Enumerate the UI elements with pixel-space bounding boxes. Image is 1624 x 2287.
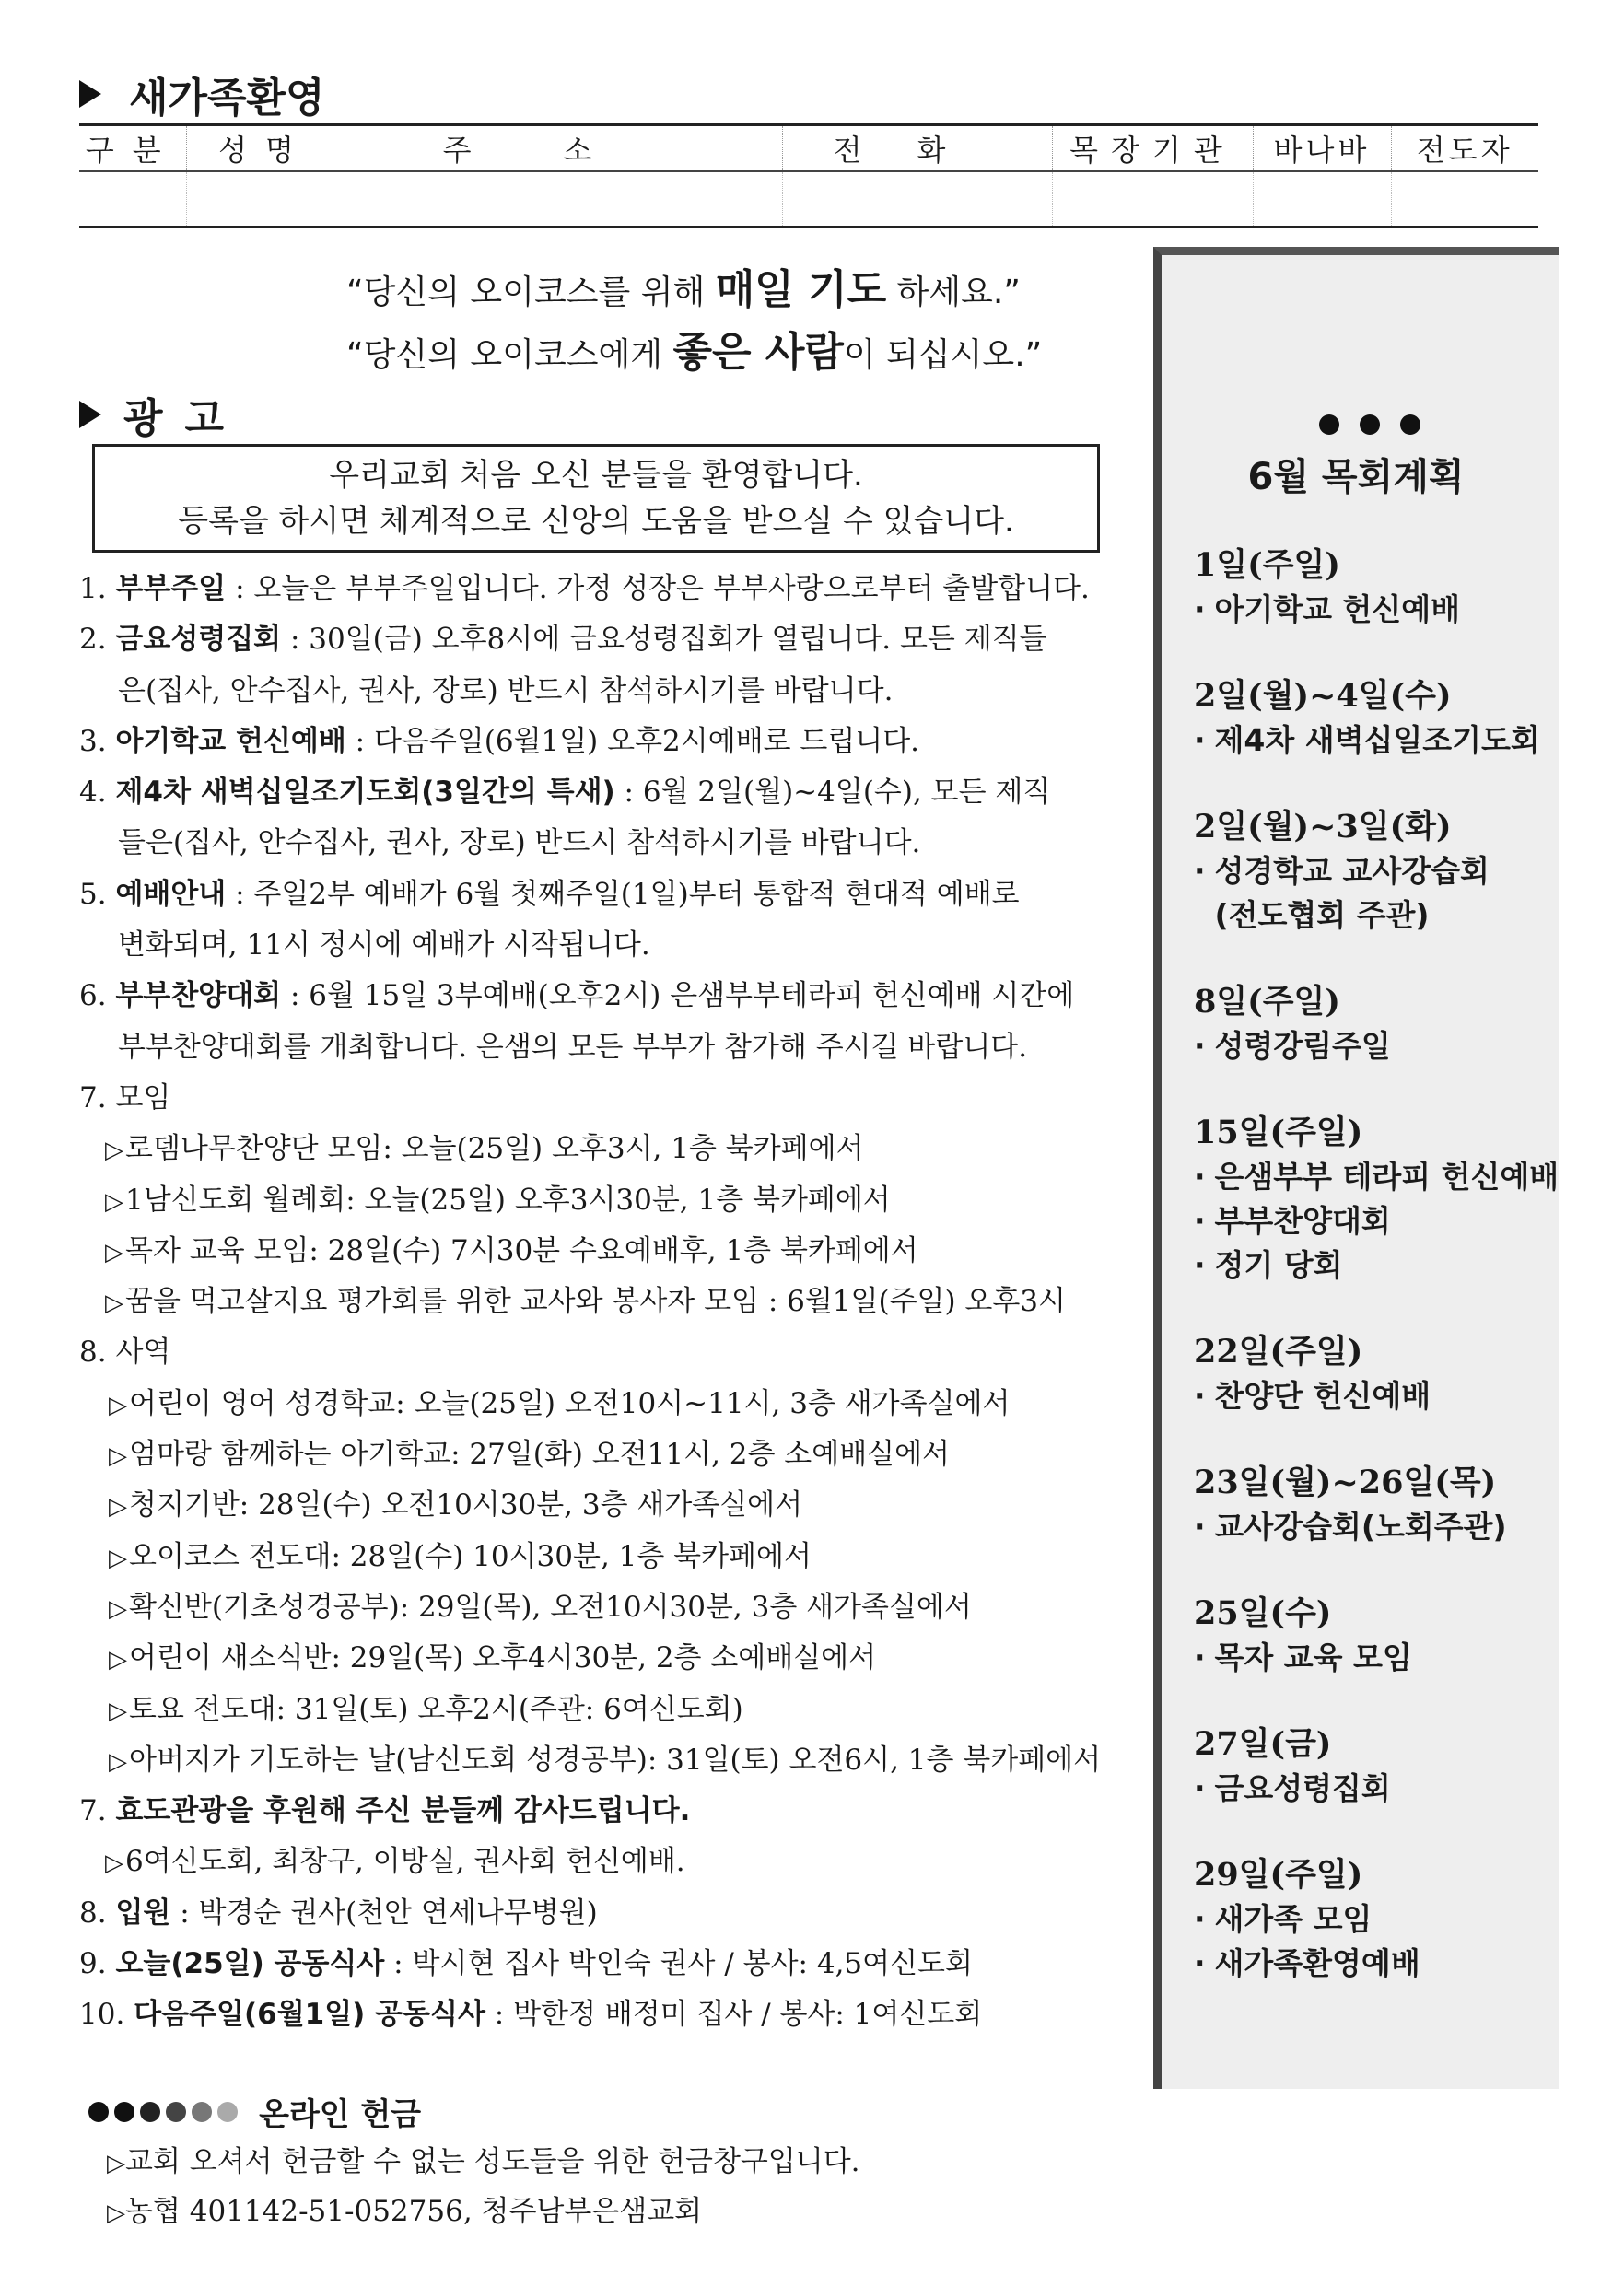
ministry-item: ▷토요 전도대: 31일(토) 오후2시(주관: 6여신도회) <box>79 1685 1126 1735</box>
new-family-empty-row <box>79 171 1538 228</box>
plan-event-text: 금요성령집회 <box>1214 1770 1391 1806</box>
triangle-bullet-icon <box>79 80 101 108</box>
plan-bullet: · <box>1194 1901 1206 1937</box>
plan-date: 27일(금) <box>1194 1725 1332 1763</box>
arrow-bullet-icon: ▷ <box>105 1238 123 1266</box>
plan-entry <box>1194 543 1562 632</box>
plan-date: 2일(월)~3일(화) <box>1194 808 1452 846</box>
announcement-item: 3. 아기학교 헌신예배 : 다음주일(6월1일) 오후2시예배로 드립니다. <box>79 724 920 758</box>
ministry-item: ▷엄마랑 함께하는 아기학교: 27일(화) 오전11시, 2층 소예배실에서 <box>79 1429 1126 1480</box>
meetings-heading: 7. 모임 <box>79 1080 171 1114</box>
plan-bullet: · <box>1194 1247 1206 1283</box>
offering-account: ▷농협 401142-51-052756, 청주남부은샘교회 <box>107 2195 703 2228</box>
plan-bullet: · <box>1194 1159 1206 1195</box>
welcome-box <box>92 444 1100 553</box>
announcement-item: 10. 다음주일(6월1일) 공동식사 : 박한정 배정미 집사 / 봉사: 1여신도회 <box>79 1998 983 2032</box>
col-barnabas: 바나바 <box>1253 125 1391 172</box>
plan-event <box>1194 1767 1562 1811</box>
plan-entry <box>1194 1722 1562 1811</box>
arrow-bullet-icon: ▷ <box>109 1594 127 1623</box>
plan-date: 25일(수) <box>1194 1594 1332 1632</box>
plan-event <box>1194 1243 1562 1288</box>
quote-emphasis-2: 좋은 사람 <box>672 329 844 376</box>
announcement-item: 1. 부부주일 : 오늘은 부부주일입니다. 가정 성장은 부부사랑으로부터 출발합니다. <box>79 572 1090 605</box>
plan-bullet: · <box>1194 1770 1206 1806</box>
plan-event-text: 부부찬양대회 <box>1214 1203 1391 1239</box>
plan-date: 22일(주일) <box>1194 1333 1363 1371</box>
col-address: 주소 <box>345 125 782 172</box>
col-category: 구분 <box>79 125 186 172</box>
arrow-bullet-icon: ▷ <box>105 1849 123 1878</box>
plan-date: 8일(주일) <box>1194 983 1340 1021</box>
ministry-item: ▷확신반(기초성경공부): 29일(목), 오전10시30분, 3층 새가족실에서 <box>79 1582 1126 1633</box>
plan-event <box>1194 1942 1562 1986</box>
online-offering <box>88 2089 1129 2237</box>
plan-entry <box>1194 805 1562 938</box>
plan-event-text: 아기학교 헌신예배 <box>1214 591 1461 627</box>
triangle-bullet-icon <box>79 401 101 428</box>
col-evangelist: 전도자 <box>1391 125 1538 172</box>
announcement-item-continued: 은(집사, 안수집사, 권사, 장로) 반드시 참석하시기를 바랍니다. <box>118 673 894 707</box>
plan-bullet: · <box>1194 1378 1206 1414</box>
plan-event <box>1194 849 1562 893</box>
col-cell-group: 목장기관 <box>1052 125 1253 172</box>
plan-bullet: · <box>1194 1945 1206 1981</box>
new-family-heading-text: 새가족환영 <box>129 75 325 122</box>
plan-event <box>1194 1155 1562 1199</box>
col-name: 성명 <box>186 125 345 172</box>
new-family-table <box>79 123 1538 228</box>
plan-date: 29일(주일) <box>1194 1856 1363 1894</box>
dot-icon <box>114 2102 134 2122</box>
thanks-item: ▷6여신도회, 최창구, 이방실, 권사회 헌신예배. <box>79 1837 1126 1887</box>
plan-event-text: 정기 당회 <box>1214 1247 1343 1283</box>
plan-bullet: · <box>1194 722 1206 758</box>
plan-event-text: 새가족 모임 <box>1214 1901 1373 1937</box>
announcement-item: 2. 금요성령집회 : 30일(금) 오후8시에 금요성령집회가 열립니다. 모든 제직들 <box>79 623 1047 657</box>
arrow-bullet-icon: ▷ <box>107 2199 125 2227</box>
plan-date: 1일(주일) <box>1194 546 1340 584</box>
plan-entry <box>1194 1853 1562 1986</box>
announcement-list <box>79 564 1126 2041</box>
new-family-header-row <box>79 125 1538 172</box>
plan-bullet: · <box>1194 853 1206 889</box>
plan-event <box>1194 588 1562 632</box>
offering-line: ▷교회 오셔서 헌금할 수 없는 성도들을 위한 헌금창구입니다. <box>107 2145 860 2178</box>
plan-event <box>1194 1374 1562 1418</box>
plan-bullet: · <box>1194 591 1206 627</box>
dot-icon <box>192 2102 212 2122</box>
arrow-bullet-icon: ▷ <box>109 1493 127 1522</box>
plan-event <box>1194 893 1562 938</box>
plan-event-text: 찬양단 헌신예배 <box>1214 1378 1431 1414</box>
meeting-item: ▷꿈을 먹고살지요 평가회를 위한 교사와 봉사자 모임 : 6월1일(주일) 오후3시 <box>79 1277 1126 1327</box>
announcement-item-continued: 들은(집사, 안수집사, 권사, 장로) 반드시 참석하시기를 바랍니다. <box>118 826 921 860</box>
ministry-item: ▷어린이 새소식반: 29일(목) 오후4시30분, 2층 소예배실에서 <box>79 1633 1126 1684</box>
quote-line-1: “당신의 오이코스를 위해 매일 기도 하세요.” <box>346 266 1021 313</box>
announcement-item: 4. 제4차 새벽십일조기도회(3일간의 특새) : 6월 2일(월)~4일(수), 모든 제직 <box>79 776 1051 810</box>
ads-heading <box>79 385 246 444</box>
plan-entry <box>1194 674 1562 763</box>
ministry-item: ▷아버지가 기도하는 날(남신도회 성경공부): 31일(토) 오전6시, 1층 북카페에서 <box>79 1735 1126 1786</box>
ministry-item: ▷어린이 영어 성경학교: 오늘(25일) 오전10시~11시, 3층 새가족실에서 <box>79 1379 1126 1429</box>
plan-event-text: 성경학교 교사강습회 <box>1214 853 1490 889</box>
arrow-bullet-icon: ▷ <box>109 1544 127 1572</box>
dot-icon <box>88 2102 109 2122</box>
plan-event-text: 성령강림주일 <box>1214 1028 1391 1064</box>
meeting-item: ▷1남신도회 월례회: 오늘(25일) 오후3시30분, 1층 북카페에서 <box>79 1175 1126 1226</box>
announcement-item: 8. 입원 : 박경순 권사(천안 연세나무병원) <box>79 1896 598 1930</box>
announcement-item-continued: 부부찬양대회를 개최합니다. 은샘의 모든 부부가 참가해 주시길 바랍니다. <box>118 1030 1028 1064</box>
dot-icon <box>1400 414 1420 435</box>
plan-event-text: 목자 교육 모임 <box>1214 1639 1412 1675</box>
welcome-line-2: 등록을 하시면 체계적으로 신앙의 도움을 받으실 수 있습니다. <box>178 503 1014 540</box>
announcement-item: 6. 부부찬양대회 : 6월 15일 3부예배(오후2시) 은샘부부테라피 헌신예배 시간에 <box>79 979 1075 1013</box>
arrow-bullet-icon: ▷ <box>107 2150 125 2177</box>
offering-dots <box>88 2102 238 2122</box>
plan-event-text: 은샘부부 테라피 헌신예배 <box>1214 1159 1560 1195</box>
quote-emphasis-1: 매일 기도 <box>715 266 887 313</box>
plan-bullet: · <box>1194 1639 1206 1675</box>
plan-event <box>1194 718 1562 763</box>
plan-event-text: 교사강습회(노회주관) <box>1214 1509 1507 1545</box>
ministry-heading: 8. 사역 <box>79 1336 171 1370</box>
arrow-bullet-icon: ▷ <box>109 1442 127 1471</box>
thanks-heading: 7. 효도관광을 후원해 주신 분들께 감사드립니다. <box>79 1794 691 1828</box>
meeting-item: ▷로뎀나무찬양단 모임: 오늘(25일) 오후3시, 1층 북카페에서 <box>79 1124 1126 1174</box>
plan-entry <box>1194 1330 1562 1418</box>
plan-event <box>1194 1505 1562 1549</box>
dot-icon <box>166 2102 186 2122</box>
plan-entry <box>1194 1111 1562 1288</box>
plan-date: 15일(주일) <box>1194 1114 1363 1151</box>
quote-line-2: “당신의 오이코스에게 좋은 사람이 되십시오.” <box>346 329 1043 376</box>
plan-event <box>1194 1897 1562 1942</box>
plan-event-text: 제4차 새벽십일조기도회 <box>1214 722 1540 758</box>
meeting-item: ▷목자 교육 모임: 28일(수) 7시30분 수요예배후, 1층 북카페에서 <box>79 1226 1126 1277</box>
arrow-bullet-icon: ▷ <box>109 1697 127 1725</box>
plan-entry <box>1194 1461 1562 1549</box>
dot-icon <box>1360 414 1380 435</box>
announcement-item: 9. 오늘(25일) 공동식사 : 박시현 집사 박인숙 권사 / 봉사: 4,5여신도회 <box>79 1947 973 1981</box>
plan-event-text: 새가족환영예배 <box>1214 1945 1420 1981</box>
plan-bullet: · <box>1194 1509 1206 1545</box>
plan-bullet: · <box>1194 1203 1206 1239</box>
announcement-item: 5. 예배안내 : 주일2부 예배가 6월 첫째주일(1일)부터 통합적 현대적 예배로 <box>79 877 1020 911</box>
plan-event <box>1194 1024 1562 1068</box>
new-family-heading <box>79 64 325 123</box>
plan-bullet: · <box>1194 1028 1206 1064</box>
dot-icon <box>217 2102 238 2122</box>
monthly-plan-title: 6월 목회계획 <box>1247 456 1465 498</box>
arrow-bullet-icon: ▷ <box>109 1391 127 1419</box>
arrow-bullet-icon: ▷ <box>109 1747 127 1776</box>
dot-icon <box>1319 414 1339 435</box>
sidebar-dots <box>1319 414 1420 435</box>
col-phone: 전화 <box>782 125 1052 172</box>
plan-entry <box>1194 1592 1562 1680</box>
ministry-item: ▷오이코스 전도대: 28일(수) 10시30분, 1층 북카페에서 <box>79 1532 1126 1582</box>
plan-date: 2일(월)~4일(수) <box>1194 677 1452 715</box>
ministry-item: ▷청지기반: 28일(수) 오전10시30분, 3층 새가족실에서 <box>79 1480 1126 1531</box>
announcement-item-continued: 변화되며, 11시 정시에 예배가 시작됩니다. <box>118 928 650 963</box>
plan-date: 23일(월)~26일(목) <box>1194 1464 1497 1501</box>
plan-event <box>1194 1636 1562 1680</box>
online-offering-title: 온라인 헌금 <box>259 2096 422 2133</box>
plan-event-text: (전도협회 주관) <box>1214 897 1430 933</box>
arrow-bullet-icon: ▷ <box>105 1289 123 1318</box>
plan-event <box>1194 1199 1562 1243</box>
plan-entry <box>1194 980 1562 1068</box>
arrow-bullet-icon: ▷ <box>105 1137 123 1165</box>
ads-heading-text: 광고 <box>123 395 247 442</box>
welcome-line-1: 우리교회 처음 오신 분들을 환영합니다. <box>329 457 863 494</box>
arrow-bullet-icon: ▷ <box>109 1646 127 1674</box>
monthly-plan-list <box>1194 543 1562 2028</box>
arrow-bullet-icon: ▷ <box>105 1187 123 1216</box>
dot-icon <box>140 2102 160 2122</box>
